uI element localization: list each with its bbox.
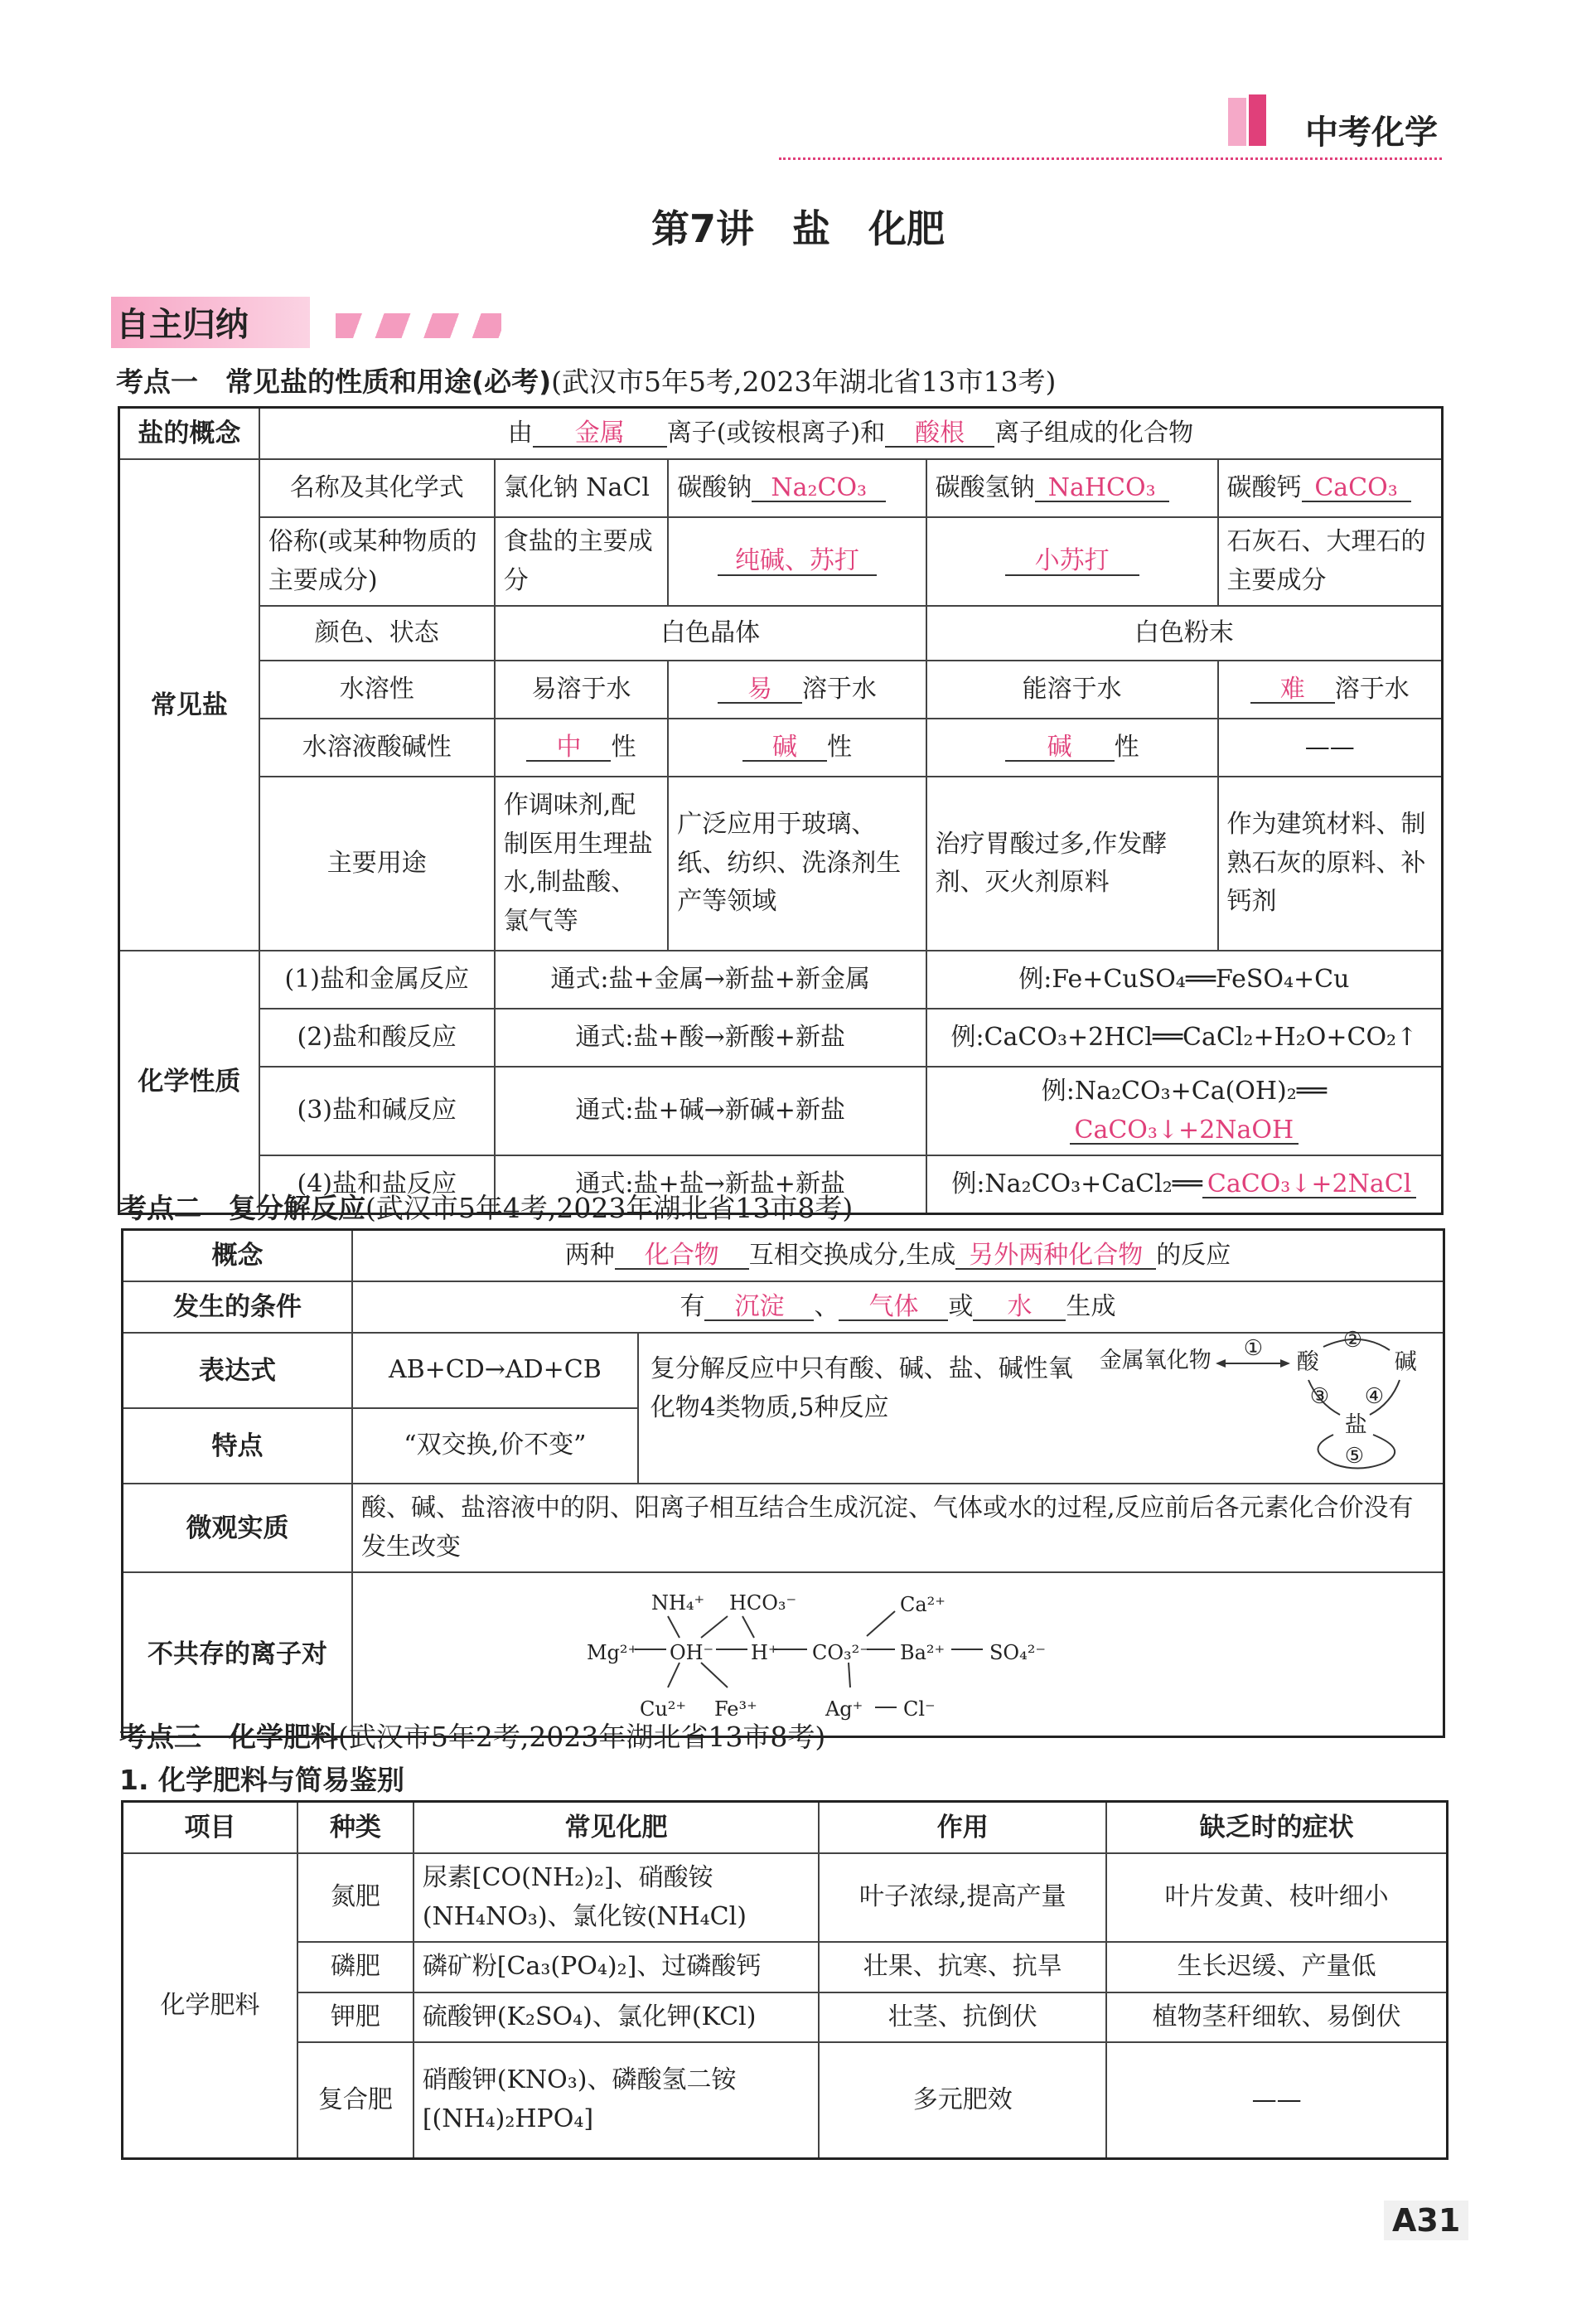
ion-nh4: NH₄⁺: [650, 1591, 705, 1615]
meta-feature: “双交换,价不变”: [352, 1408, 638, 1484]
meta-desc-cell: [638, 1328, 1444, 1484]
acid-label: 酸: [1296, 1349, 1319, 1376]
header-item: 项目: [123, 1802, 298, 1854]
fertilizer-group: 化学肥料: [123, 1853, 298, 2158]
fert-effect: 叶子浓绿,提高产量: [819, 1853, 1106, 1942]
salt-concept: 由 金属 离子(或铵根离子)和 酸根 离子组成的化合物: [259, 408, 1443, 460]
answer-metal: 金属: [533, 420, 667, 448]
row-color-label: 颜色、状态: [259, 606, 495, 661]
reaction-formula: 通式:盐+盐→新盐+新盐: [495, 1155, 926, 1213]
num-3: ③: [1309, 1384, 1330, 1410]
table-row: [123, 2042, 1448, 2158]
ion-ag: Ag⁺: [825, 1697, 863, 1721]
salt-label: 盐: [1344, 1412, 1367, 1439]
meta-micro-label: 微观实质: [123, 1484, 352, 1572]
reaction-diagram-arrows: [639, 1334, 1447, 1483]
point3-title: 考点三 化学肥料: [119, 1721, 338, 1753]
oxide-label: 金属氧化物: [1099, 1348, 1212, 1374]
base-label: 碱: [1394, 1349, 1417, 1376]
answer-reaction-3: CaCO₃↓+2NaOH: [1070, 1117, 1299, 1145]
salt-concept-label: 盐的概念: [119, 408, 259, 460]
common-salt-label: 常见盐: [119, 459, 259, 951]
row-name-label: 名称及其化学式: [259, 459, 495, 517]
reaction-name: (4)盐和盐反应: [259, 1155, 495, 1213]
header-book-icon: [1226, 93, 1270, 149]
fert-effect: 壮茎、抗倒伏: [819, 1992, 1106, 2043]
answer-acid-radical: 酸根: [885, 420, 994, 448]
reaction-name: (1)盐和金属反应: [259, 951, 495, 1009]
fert-effect: 多元肥效: [819, 2042, 1106, 2158]
reaction-formula: 通式:盐+金属→新盐+新金属: [495, 951, 926, 1009]
meta-ion-label: 不共存的离子对: [123, 1572, 352, 1737]
reaction-example: 例:Na₂CO₃+CaCl₂══ CaCO₃↓+2NaCl: [926, 1155, 1443, 1213]
ion-ca: Ca²⁺: [899, 1593, 946, 1617]
alias-nacl: 食盐的主要成分: [495, 517, 669, 606]
reaction-name: (3)盐和碱反应: [259, 1067, 495, 1155]
num-4: ④: [1364, 1384, 1385, 1410]
fert-type: 磷肥: [297, 1942, 414, 1992]
header-examples: 常见化肥: [414, 1802, 819, 1854]
ion-oh: OH⁻: [669, 1641, 714, 1665]
fert-examples: 硫酸钾(K₂SO₄)、氯化钾(KCl): [414, 1992, 819, 2043]
header-symptom: 缺乏时的症状: [1106, 1802, 1447, 1854]
answer-ph-na2co3: 碱: [742, 734, 827, 763]
ion-ba: Ba²⁺: [899, 1641, 946, 1665]
table-row: [123, 1853, 1448, 1942]
answer-caco3: CaCO₃: [1302, 475, 1411, 503]
color-crystal: 白色晶体: [495, 606, 926, 661]
meta-condition: 有 沉淀 、 气体 或 水 生成: [352, 1281, 1444, 1333]
alias-caco3: 石灰石、大理石的主要成分: [1218, 517, 1443, 606]
metathesis-table: [121, 1228, 1445, 1738]
meta-micro: 酸、碱、盐溶液中的阴、阳离子相互结合生成沉淀、气体或水的过程,反应前后各元素化合价没有发生改变: [352, 1484, 1444, 1572]
ion-h: H⁺: [750, 1641, 779, 1665]
header-type: 种类: [297, 1802, 414, 1854]
answer-nahco3: NaHCO₃: [1035, 475, 1169, 503]
fert-type: 复合肥: [297, 2042, 414, 2158]
num-2: ②: [1342, 1328, 1363, 1353]
page-number: A31: [1384, 2201, 1468, 2240]
num-5: ⑤: [1344, 1444, 1365, 1469]
salt-table: 盐的概念 由 金属 离子(或铵根离子)和 酸根 离子组成的化合物 常见盐 名称及其化学式 氯化钠 NaCl 碳酸钠 Na₂CO₃ 碳酸氢钠 NaHCO₃ 碳酸钙 CaCO₃ 俗称(或某种物质的主要成分) 食盐的主要成分 纯碱、苏打 小苏打 石灰石、大理石的主要成分 颜色、状态 白色晶体 白色粉末 水溶性 易溶于水 易 溶于水 能溶于水 难 溶于水 水溶液酸碱性 中 性 碱 性 碱 性 —— 主要用途 作调味剂,配制医用生理盐水,制盐酸、氯气等 广泛应用于玻璃、纸、纺织、洗涤剂生产等领域 治疗胃酸过多,作发酵剂、灭火剂原料 作为建筑材料、制熟石灰的原料、补钙剂 化学性质 (1)盐和金属反应 通式:盐+金属→新盐+新金属 例:Fe+CuSO₄══FeSO₄+Cu (2)盐和酸反应 通式:盐+酸→新酸+新盐 例:CaCO₃+2HCl══CaCl₂+H₂O+CO₂↑ (3)盐和碱反应 通式:盐+碱→新碱+新盐 例:Na₂CO₃+Ca(OH)₂══CaCO₃↓+2NaOH (4)盐和盐反应 通式:盐+盐→新盐+新盐 例:Na₂CO₃+CaCl₂══ CaCO₃↓+2NaCl: [118, 406, 1444, 1215]
ion-so4: SO₄²⁻: [989, 1641, 1046, 1665]
reaction-formula: 通式:盐+碱→新碱+新盐: [495, 1067, 926, 1155]
ion-co3: CO₃²⁻: [811, 1641, 870, 1665]
fert-examples: 磷矿粉[Ca₃(PO₄)₂]、过磷酸钙: [414, 1942, 819, 1992]
point3-note: (武汉市5年2考,2023年湖北省13市8考): [338, 1721, 826, 1753]
page-title: 第7讲 盐 化肥: [650, 206, 945, 251]
use-na2co3: 广泛应用于玻璃、纸、纺织、洗涤剂生产等领域: [668, 777, 926, 951]
point2-title: 考点二 复分解反应: [119, 1192, 365, 1224]
meta-expr: AB+CD→AD+CB: [352, 1333, 638, 1408]
answer-alias-nahco3: 小苏打: [1005, 548, 1139, 576]
section-label: 自主归纳: [116, 306, 249, 344]
num-1: ①: [1243, 1336, 1264, 1362]
answer-precipitate: 沉淀: [704, 1294, 814, 1322]
answer-water: 水: [973, 1294, 1066, 1322]
use-nacl: 作调味剂,配制医用生理盐水,制盐酸、氯气等: [495, 777, 669, 951]
sol-nahco3: 能溶于水: [926, 661, 1218, 719]
answer-ph-nahco3: 碱: [1005, 734, 1115, 763]
reaction-name: (2)盐和酸反应: [259, 1009, 495, 1067]
answer-ph-nacl: 中: [526, 734, 611, 763]
nacl-name: 氯化钠 NaCl: [495, 459, 669, 517]
chem-prop-label: 化学性质: [119, 951, 259, 1213]
point1-title: 考点一 常见盐的性质和用途(必考): [116, 366, 552, 398]
answer-other-compounds: 另外两种化合物: [955, 1242, 1156, 1271]
fert-type: 钾肥: [297, 1992, 414, 2043]
meta-concept: 两种 化合物 互相交换成分,生成 另外两种化合物 的反应: [352, 1230, 1444, 1282]
answer-gas: 气体: [839, 1294, 948, 1322]
meta-expr-label: 表达式: [123, 1333, 352, 1408]
header-brand: 中考化学: [1305, 114, 1438, 152]
meta-desc: 复分解反应中只有酸、碱、盐、碱性氧化物4类物质,5种反应: [650, 1354, 1073, 1422]
reaction-example: 例:Fe+CuSO₄══FeSO₄+Cu: [926, 951, 1443, 1009]
point1-heading: [116, 361, 1056, 399]
answer-reaction-4: CaCO₃↓+2NaCl: [1202, 1171, 1416, 1199]
answer-compound: 化合物: [615, 1242, 749, 1271]
fert-symptom: 生长迟缓、产量低: [1106, 1942, 1447, 1992]
header-effect: 作用: [819, 1802, 1106, 1854]
row-solubility-label: 水溶性: [259, 661, 495, 719]
fert-effect: 壮果、抗寒、抗旱: [819, 1942, 1106, 1992]
reaction-example: 例:CaCO₃+2HCl══CaCl₂+H₂O+CO₂↑: [926, 1009, 1443, 1067]
table-row: [123, 1992, 1448, 2043]
ph-caco3: ——: [1218, 719, 1443, 777]
answer-sol-caco3: 难: [1250, 676, 1335, 704]
fert-symptom: ——: [1106, 2042, 1447, 2158]
ion-cu: Cu²⁺: [639, 1697, 687, 1721]
point2-heading: [119, 1187, 853, 1226]
ion-diagram-cell: [352, 1572, 1444, 1737]
header-divider: [779, 157, 1442, 160]
fert-examples: 硝酸钾(KNO₃)、磷酸氢二铵[(NH₄)₂HPO₄]: [414, 2042, 819, 2158]
answer-na2co3: Na₂CO₃: [752, 475, 886, 503]
row-use-label: 主要用途: [259, 777, 495, 951]
fert-symptom: 植物茎秆细软、易倒伏: [1106, 1992, 1447, 2043]
ion-mg: Mg²⁺: [586, 1641, 639, 1665]
reaction-formula: 通式:盐+酸→新酸+新盐: [495, 1009, 926, 1067]
ion-fe: Fe³⁺: [713, 1697, 757, 1721]
meta-concept-label: 概念: [123, 1230, 352, 1282]
table-row: [123, 1942, 1448, 1992]
row-ph-label: 水溶液酸碱性: [259, 719, 495, 777]
color-powder: 白色粉末: [926, 606, 1443, 661]
meta-condition-label: 发生的条件: [123, 1281, 352, 1333]
reaction-example: 例:Na₂CO₃+Ca(OH)₂══CaCO₃↓+2NaOH: [926, 1067, 1443, 1155]
point2-note: (武汉市5年4考,2023年湖北省13市8考): [365, 1192, 854, 1224]
ion-cl: Cl⁻: [902, 1697, 936, 1721]
sol-nacl: 易溶于水: [495, 661, 669, 719]
meta-feature-label: 特点: [123, 1408, 352, 1484]
point3-heading: [119, 1716, 825, 1755]
use-nahco3: 治疗胃酸过多,作发酵剂、灭火剂原料: [926, 777, 1218, 951]
fert-type: 氮肥: [297, 1853, 414, 1942]
fert-examples: 尿素[CO(NH₂)₂]、硝酸铵(NH₄NO₃)、氯化铵(NH₄Cl): [414, 1853, 819, 1942]
ion-hco3: HCO₃⁻: [728, 1591, 797, 1615]
answer-sol-na2co3: 易: [718, 676, 802, 704]
use-caco3: 作为建筑材料、制熟石灰的原料、补钙剂: [1218, 777, 1443, 951]
answer-alias-na2co3: 纯碱、苏打: [718, 548, 877, 576]
fertilizer-table: [121, 1800, 1448, 2160]
point3-subtitle: 1. 化学肥料与简易鉴别: [119, 1764, 404, 1796]
point1-note: (武汉市5年5考,2023年湖北省13市13考): [551, 366, 1057, 398]
row-alias-label: 俗称(或某种物质的主要成分): [259, 517, 495, 606]
section-banner-stripes: [336, 313, 501, 338]
fert-symptom: 叶片发黄、枝叶细小: [1106, 1853, 1447, 1942]
